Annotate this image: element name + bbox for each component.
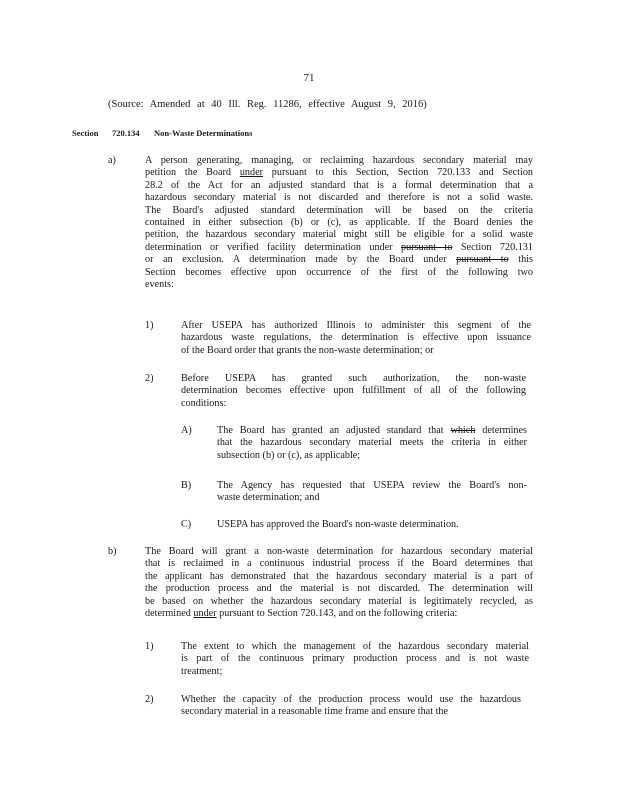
item-a2A-text (217, 425, 527, 462)
page-number: 71 (303, 72, 315, 84)
source-note: (Source: Amended at 40 Ill. Reg. 11286, effective August 9, 2016) (108, 99, 427, 110)
text-line: subsection (b) or (c), as applicable; (217, 449, 361, 461)
item-b2-marker: 2) (145, 694, 154, 705)
deleted-text: pursuant to (401, 241, 453, 253)
item-a2C-marker: C) (181, 519, 192, 530)
text-line: or an exclusion. A determination made by the Board under pursuant to this (145, 254, 533, 266)
text-line: After USEPA has authorized Illinois to administer this segment of the (181, 320, 531, 331)
text-line: waste determination; and (217, 492, 320, 504)
text-line: 28.2 of the Act for an adjusted standard that is a formal determination that a (145, 179, 533, 191)
text-line: petition, the hazardous secondary material might still be eligible for a solid waste (145, 229, 533, 241)
inserted-text: under (239, 167, 264, 179)
item-a2-marker: 2) (145, 373, 154, 384)
text-line: is part of the continuous primary production process and is not waste (181, 653, 529, 665)
text-line: Whether the capacity of the production process would use the hazardous (181, 694, 521, 705)
section-title: Non-Waste Determinations (154, 128, 253, 138)
text-line: that is reclaimed in a continuous industrial process if the Board determines that (145, 558, 533, 570)
section-label: Section (72, 128, 99, 138)
text-line: determined under pursuant to Section 720.143, and on the following criteria: (145, 608, 458, 620)
text-line: The Board has granted an adjusted standard that which determines (217, 425, 527, 436)
text-line: treatment; (181, 665, 223, 677)
text-line: determination becomes effective upon fulfillment of all of the following (181, 385, 526, 397)
subsection-b-text (145, 546, 533, 620)
subsection-a-marker: a) (108, 155, 116, 166)
text-line: of the Board order that grants the non-waste determination; or (181, 344, 434, 356)
inserted-text: under (193, 608, 217, 620)
text-line: The Board will grant a non-waste determination for hazardous secondary material (145, 546, 533, 557)
text-line: determination or verified facility determination under pursuant to Section 720.131 (145, 241, 533, 253)
text-line: the applicant has demonstrated that the hazardous secondary material is a part of (145, 570, 533, 582)
item-a2-text (181, 373, 526, 410)
deleted-text: pursuant to (456, 254, 509, 266)
text-line: Section becomes effective upon occurrence of the first of the following two (145, 266, 533, 278)
text-line: events: (145, 279, 174, 291)
text-line: the production process and the material is not discarded. The determination will (145, 583, 533, 595)
subsection-b-marker: b) (108, 546, 117, 557)
text-line: The extent to which the management of the hazardous secondary material (181, 641, 529, 652)
text-line: The Board's adjusted standard determination will be based on the criteria (145, 204, 533, 216)
item-a1-marker: 1) (145, 320, 154, 331)
item-a2B-text (217, 480, 527, 505)
item-a2C-text (217, 519, 527, 531)
text-line: Before USEPA has granted such authorization, the non-waste (181, 373, 526, 384)
text-line: conditions: (181, 397, 227, 409)
item-b1-text (181, 641, 529, 678)
section-heading (72, 128, 252, 138)
text-line: hazardous waste regulations, the determination is effective upon issuance (181, 332, 531, 344)
text-line: contained in either subsection (b) or (c), as applicable. If the Board denies the (145, 217, 533, 229)
item-a1-text (181, 320, 531, 357)
text-line: hazardous secondary material is not discarded and therefore is not a solid waste. (145, 192, 533, 204)
section-number: 720.134 (112, 128, 140, 138)
item-b1-marker: 1) (145, 641, 154, 652)
text-line: petition the Board under pursuant to this Section, Section 720.133 and Section (145, 167, 534, 179)
text-line: secondary material in a reasonable time frame and ensure that the (181, 706, 449, 718)
deleted-text: which (450, 425, 476, 436)
text-line: A person generating, managing, or reclaiming hazardous secondary material may (145, 155, 533, 166)
subsection-a-text (145, 155, 533, 291)
text-line: USEPA has approved the Board's non-waste determination. (217, 519, 459, 530)
text-line: The Agency has requested that USEPA review the Board's non- (217, 480, 527, 491)
item-a2A-marker: A) (181, 425, 192, 436)
text-line: be based on whether the hazardous secondary material is legitimately recycled, as (145, 595, 533, 607)
item-a2B-marker: B) (181, 480, 192, 491)
text-line: that the hazardous secondary material meets the criteria in either (217, 437, 527, 449)
item-b2-text (181, 694, 521, 719)
